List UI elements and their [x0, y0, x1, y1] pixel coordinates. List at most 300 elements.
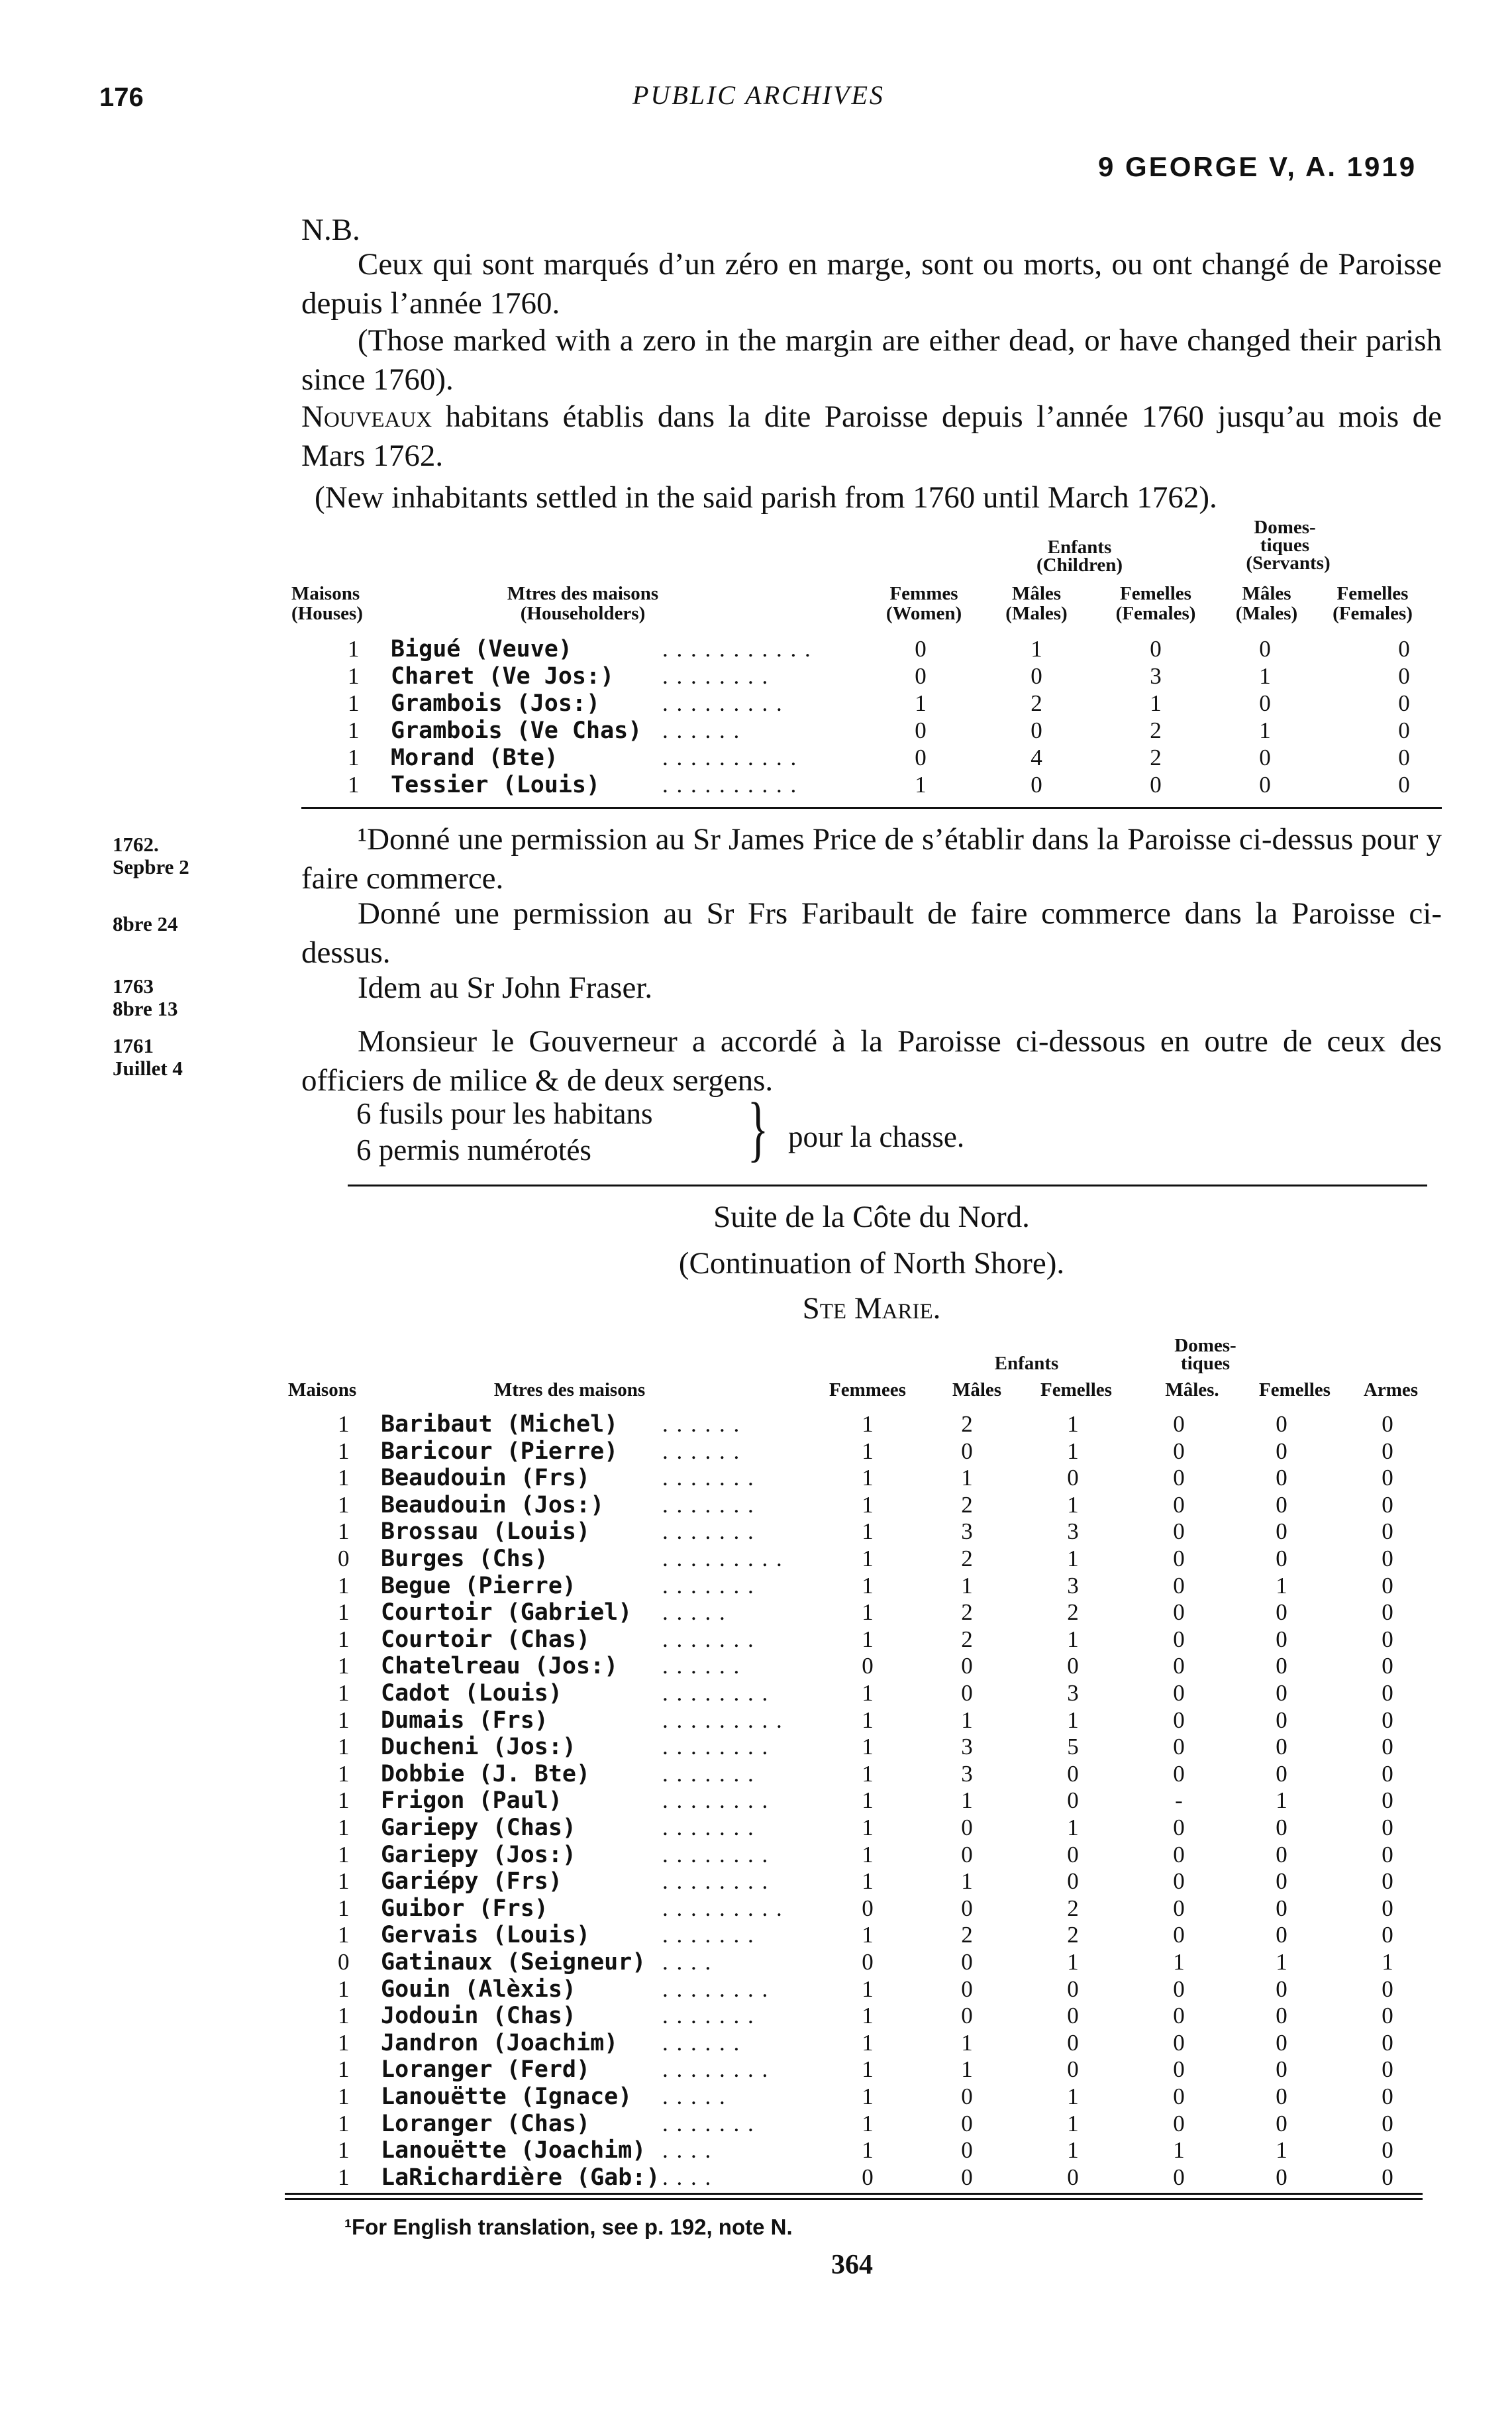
margin-note-1762: [113, 833, 189, 878]
margin-note-8bre24: [113, 913, 177, 935]
t2-householder-name: Gariepy (Jos:): [381, 1842, 577, 1868]
t2-femelles-cell: 3: [1067, 1573, 1079, 1599]
t2-leader-dots: . . . . . .: [662, 1411, 741, 1437]
t2-armes-cell: 0: [1382, 2003, 1393, 2029]
t2-femmes-cell: 1: [862, 1518, 874, 1544]
t2-femelles-cell: 1: [1067, 2137, 1079, 2163]
t2-maison-cell: 1: [338, 2111, 350, 2136]
permis-line: 6 permis numérotés: [356, 1133, 591, 1167]
t2-dom-femelles-cell: 0: [1276, 1492, 1287, 1518]
t2-males-cell: 0: [961, 1438, 973, 1464]
t2-dom-males-cell: 0: [1173, 1707, 1185, 1733]
t2-maison-cell: 1: [338, 1707, 350, 1733]
footnote: ¹For English translation, see p. 192, note N.: [344, 2215, 793, 2239]
t2-femelles-cell: 0: [1067, 1761, 1079, 1787]
t2-armes-cell: 0: [1382, 1626, 1393, 1652]
t2-maison-cell: 1: [338, 1680, 350, 1706]
t2-femmes-cell: 1: [862, 1492, 874, 1518]
t2-maison-cell: 1: [338, 1922, 350, 1948]
t1-dom-males-cell: 0: [1259, 690, 1271, 716]
t1-dom-males-cell: 0: [1259, 772, 1271, 798]
t2-femelles-cell: 1: [1067, 1707, 1079, 1733]
t1-children: (Children): [1036, 554, 1123, 576]
t2-armes-cell: 0: [1382, 2137, 1393, 2163]
t2-armes-cell: 0: [1382, 1546, 1393, 1571]
t2-femmes-cell: 1: [862, 1411, 874, 1437]
brace-symbol: }: [747, 1088, 769, 1169]
t2-dom-femelles-cell: 0: [1276, 1868, 1287, 1894]
chasse-line: pour la chasse.: [788, 1120, 965, 1153]
t2-dom-males-cell: 0: [1173, 1761, 1185, 1787]
t2-householder-name: Ducheni (Jos:): [381, 1734, 577, 1760]
t2-leader-dots: . . . . . . .: [662, 1518, 755, 1544]
t2-femmes-cell: 1: [862, 2030, 874, 2056]
t2-femelles-cell: 0: [1067, 1465, 1079, 1491]
nb-english: (Those marked with a zero in the margin are either dead, or have changed their parish since 1760).: [301, 323, 1442, 397]
t1-domestiques-1: Domes-: [1254, 517, 1316, 538]
t2-femelles-cell: 0: [1067, 2056, 1079, 2082]
t2-householder-name: Lanouëtte (Joachim): [381, 2137, 646, 2164]
t2-males-cell: 1: [961, 2056, 973, 2082]
t2-dom-males-cell: 0: [1173, 1895, 1185, 1921]
t2-dom-males-cell: 1: [1173, 2137, 1185, 2163]
t1-males-cell: 0: [1031, 717, 1042, 743]
t2-armes-cell: 0: [1382, 2083, 1393, 2109]
t1-leader-dots: . . . . . .: [662, 717, 741, 743]
t1-leader-dots: . . . . . . . . . .: [662, 772, 798, 798]
t2-males-cell: 2: [961, 1492, 973, 1518]
t2-femelles-cell: 0: [1067, 1868, 1079, 1894]
t2-armes-cell: 0: [1382, 2164, 1393, 2190]
t2-domestiques-2: tiques: [1180, 1353, 1231, 1374]
t2-femelles-cell: 0: [1067, 2164, 1079, 2190]
t2-armes: Armes: [1363, 1379, 1419, 1400]
t1-males-cell: 0: [1031, 772, 1042, 798]
t2-dom-femelles-cell: 0: [1276, 2056, 1287, 2082]
t2-armes-cell: 0: [1382, 1573, 1393, 1599]
t2-armes-cell: 0: [1382, 1653, 1393, 1679]
t1-femelles-cell: 0: [1150, 636, 1162, 662]
fusils-line: 6 fusils pour les habitans: [356, 1097, 653, 1130]
t2-maison-cell: 1: [338, 1411, 350, 1437]
t1-mtres: Mtres des maisons: [507, 583, 659, 604]
t2-males-cell: 1: [961, 1465, 973, 1491]
t2-dom-males-cell: 0: [1173, 2111, 1185, 2136]
governor-grant: Monsieur le Gouverneur a accordé à la Paroisse ci-dessous en outre de ceux des officiers de milice & de deux sergens.: [301, 1024, 1442, 1098]
t2-leader-dots: . . . . . . . . .: [662, 1895, 783, 1921]
t2-householder-name: Lanouëtte (Ignace): [381, 2083, 632, 2110]
t1-males-cell: 1: [1031, 636, 1042, 662]
t2-femelles-cell: 0: [1067, 1653, 1079, 1679]
t2-femelles-cell: 1: [1067, 1411, 1079, 1437]
table2-rule-2: [285, 2198, 1423, 2200]
t2-males-cell: 1: [961, 2030, 973, 2056]
t2-femmes-cell: 0: [862, 1949, 874, 1975]
t2-males-cell: 3: [961, 1761, 973, 1787]
t2-femelles-cell: 5: [1067, 1734, 1079, 1760]
t1-femmes-cell: 0: [915, 636, 927, 662]
t2-householder-name: Loranger (Ferd): [381, 2056, 591, 2083]
t1-femmes-cell: 0: [915, 745, 927, 770]
t2-armes-cell: 0: [1382, 1518, 1393, 1544]
t2-maison-cell: 1: [338, 2003, 350, 2029]
margin-note-line: 1761: [113, 1034, 154, 1057]
t2-femelles-cell: 1: [1067, 2111, 1079, 2136]
t2-dom-males-cell: 0: [1173, 1842, 1185, 1868]
t2-males-cell: 1: [961, 1868, 973, 1894]
t1-dom-femelles-cell: 0: [1398, 772, 1410, 798]
t2-dom-femelles-cell: 0: [1276, 1761, 1287, 1787]
t2-dom-femelles-cell: 0: [1276, 1842, 1287, 1868]
t1-maison-cell: 1: [348, 663, 360, 689]
margin-note-line: 1763: [113, 975, 154, 998]
t2-armes-cell: 0: [1382, 1411, 1393, 1437]
t2-femmes: Femmees: [829, 1379, 906, 1400]
t2-males-cell: 0: [961, 2003, 973, 2029]
t1-dom-males: Mâles: [1242, 583, 1291, 604]
t2-femmes-cell: 1: [862, 2003, 874, 2029]
t2-dom-femelles: Femelles: [1259, 1379, 1331, 1400]
t2-dom-femelles-cell: 0: [1276, 1815, 1287, 1840]
t2-maison-cell: 1: [338, 2083, 350, 2109]
t1-leader-dots: . . . . . . . . .: [662, 690, 783, 716]
t2-armes-cell: 0: [1382, 1680, 1393, 1706]
t2-householder-name: Baricour (Pierre): [381, 1438, 619, 1465]
t2-maison-cell: 1: [338, 1787, 350, 1813]
margin-note-line: 8bre 13: [113, 997, 178, 1020]
margin-note-line: Sepbre 2: [113, 855, 189, 878]
t2-dom-femelles-cell: 1: [1276, 1949, 1287, 1975]
t2-householder-name: Baribaut (Michel): [381, 1411, 619, 1438]
t2-leader-dots: . . . . . .: [662, 1653, 741, 1679]
t1-maison-cell: 1: [348, 636, 360, 662]
t2-maison-cell: 1: [338, 2164, 350, 2190]
t1-males-cell: 2: [1031, 690, 1042, 716]
t2-femmes-cell: 1: [862, 1465, 874, 1491]
t2-householder-name: Loranger (Chas): [381, 2111, 591, 2137]
t2-armes-cell: 0: [1382, 1895, 1393, 1921]
t2-femmes-cell: 1: [862, 2056, 874, 2082]
t2-dom-males-cell: 0: [1173, 1868, 1185, 1894]
t2-dom-femelles-cell: 1: [1276, 1787, 1287, 1813]
t2-maison-cell: 1: [338, 1815, 350, 1840]
t2-femelles-cell: 1: [1067, 2083, 1079, 2109]
t1-leader-dots: . . . . . . . . . . .: [662, 636, 812, 662]
t2-femmes-cell: 1: [862, 1868, 874, 1894]
t2-femelles-cell: 1: [1067, 1546, 1079, 1571]
t2-males-cell: 0: [961, 2083, 973, 2109]
folio-number: 364: [831, 2250, 873, 2280]
t1-householder-name: Morand (Bte): [391, 745, 558, 771]
section-title-english: (Continuation of North Shore).: [678, 1246, 1065, 1281]
t2-armes-cell: 0: [1382, 1465, 1393, 1491]
t2-males-cell: 0: [961, 2164, 973, 2190]
t2-leader-dots: . . . . . . . .: [662, 1680, 770, 1706]
t2-males-cell: 0: [961, 1949, 973, 1975]
t2-dom-males-cell: -: [1175, 1787, 1183, 1813]
t2-leader-dots: . . . . . . . .: [662, 1868, 770, 1894]
t2-femelles-cell: 3: [1067, 1518, 1079, 1544]
t2-males-cell: 0: [961, 2137, 973, 2163]
t1-femelles-cell: 0: [1150, 772, 1162, 798]
t1-domestiques-2: tiques: [1260, 535, 1310, 556]
t1-females-en: (Females): [1115, 603, 1196, 624]
parish-name: Ste Marie.: [802, 1291, 941, 1326]
t2-males-cell: 2: [961, 1411, 973, 1437]
t2-femelles-cell: 1: [1067, 1438, 1079, 1464]
t2-dom-males-cell: 0: [1173, 1465, 1185, 1491]
t2-femmes-cell: 0: [862, 1653, 874, 1679]
t2-femmes-cell: 1: [862, 1680, 874, 1706]
t2-householder-name: Cadot (Louis): [381, 1680, 562, 1707]
t2-householder-name: LaRichardière (Gab:): [381, 2164, 660, 2191]
t2-householder-name: Courtoir (Gabriel): [381, 1599, 632, 1626]
t2-leader-dots: . . . . . . .: [662, 1815, 755, 1840]
t2-males-cell: 1: [961, 1573, 973, 1599]
t2-armes-cell: 0: [1382, 1815, 1393, 1840]
t2-femelles-cell: 1: [1067, 1949, 1079, 1975]
nb-french: Ceux qui sont marqués d’un zéro en marge, sont ou morts, ou ont changé de Paroisse depuis l’année 1760.: [301, 247, 1442, 321]
t1-householder-name: Grambois (Jos:): [391, 690, 601, 717]
t1-dom-femelles-cell: 0: [1398, 717, 1410, 743]
t1-femmes-cell: 1: [915, 690, 927, 716]
t2-dom-femelles-cell: 0: [1276, 1895, 1287, 1921]
t2-householder-name: Gariépy (Frs): [381, 1868, 562, 1895]
t2-leader-dots: . . . . . .: [662, 1438, 741, 1464]
t2-armes-cell: 0: [1382, 1976, 1393, 2002]
t2-leader-dots: . . . .: [662, 1949, 713, 1975]
t1-leader-dots: . . . . . . . . . .: [662, 745, 798, 770]
t2-males-cell: 0: [961, 1680, 973, 1706]
t2-femmes-cell: 1: [862, 1573, 874, 1599]
t1-dom-females-en: (Females): [1333, 603, 1413, 624]
t2-maison-cell: 1: [338, 1653, 350, 1679]
t2-dom-males-cell: 0: [1173, 1680, 1185, 1706]
t1-femelles-cell: 3: [1150, 663, 1162, 689]
t2-maison-cell: 1: [338, 1492, 350, 1518]
t1-femelles-cell: 2: [1150, 745, 1162, 770]
t2-householder-name: Brossau (Louis): [381, 1518, 591, 1545]
t2-femmes-cell: 1: [862, 1546, 874, 1571]
margin-note-line: 8bre 24: [113, 912, 178, 935]
t2-dom-males-cell: 0: [1173, 1492, 1185, 1518]
t2-femmes-cell: 1: [862, 1815, 874, 1840]
page-number: 176: [99, 83, 144, 112]
t2-dom-femelles-cell: 0: [1276, 1599, 1287, 1625]
t2-householder-name: Jandron (Joachim): [381, 2030, 619, 2056]
t2-leader-dots: . . . . . . . .: [662, 1734, 770, 1760]
t2-maison-cell: 1: [338, 1842, 350, 1868]
t1-dom-males-cell: 1: [1259, 717, 1271, 743]
t2-males-cell: 1: [961, 1707, 973, 1733]
t2-males-cell: 3: [961, 1518, 973, 1544]
t1-dom-femelles: Femelles: [1336, 583, 1409, 604]
t2-dom-males-cell: 0: [1173, 1626, 1185, 1652]
t1-femelles-cell: 2: [1150, 717, 1162, 743]
t1-dom-males-cell: 0: [1259, 636, 1271, 662]
t2-armes-cell: 0: [1382, 2030, 1393, 2056]
t2-leader-dots: . . . . . . .: [662, 1761, 755, 1787]
t2-dom-femelles-cell: 1: [1276, 2137, 1287, 2163]
t2-householder-name: Courtoir (Chas): [381, 1626, 591, 1653]
t2-femmes-cell: 1: [862, 1842, 874, 1868]
t2-armes-cell: 1: [1382, 1949, 1393, 1975]
t2-dom-femelles-cell: 0: [1276, 1465, 1287, 1491]
t2-dom-males-cell: 0: [1173, 1922, 1185, 1948]
t2-dom-males-cell: 0: [1173, 1573, 1185, 1599]
table1-rule: [301, 807, 1442, 809]
t2-householder-name: Jodouin (Chas): [381, 2003, 577, 2029]
t1-servants: (Servants): [1246, 553, 1331, 574]
t2-armes-cell: 0: [1382, 1734, 1393, 1760]
t2-mtres: Mtres des maisons: [493, 1379, 646, 1400]
margin-note-1763: [113, 975, 177, 1020]
new-inhabitants-english: (New inhabitants settled in the said parish from 1760 until March 1762).: [315, 480, 1217, 515]
t2-leader-dots: . . . . . .: [662, 2030, 741, 2056]
t2-femmes-cell: 0: [862, 1895, 874, 1921]
permission-price: ¹Donné une permission au Sr James Price de s’établir dans la Paroisse ci-dessus pour y faire commerce.: [301, 822, 1442, 896]
t1-femmes-cell: 0: [915, 717, 927, 743]
t2-dom-femelles-cell: 0: [1276, 2164, 1287, 2190]
t2-dom-femelles-cell: 0: [1276, 1734, 1287, 1760]
t2-dom-males-cell: 0: [1173, 1653, 1185, 1679]
t2-dom-femelles-cell: 0: [1276, 1653, 1287, 1679]
t2-femelles-cell: 2: [1067, 1895, 1079, 1921]
t2-leader-dots: . . . . .: [662, 2083, 727, 2109]
t1-houses: (Houses): [291, 603, 363, 624]
t2-males-cell: 2: [961, 1546, 973, 1571]
t2-maison-cell: 1: [338, 1599, 350, 1625]
t2-householder-name: Burges (Chs): [381, 1546, 548, 1572]
t2-dom-males-cell: 1: [1173, 1949, 1185, 1975]
t2-maison-cell: 1: [338, 1976, 350, 2002]
t2-dom-males-cell: 0: [1173, 1518, 1185, 1544]
t2-femmes-cell: 1: [862, 1922, 874, 1948]
t2-maison-cell: 1: [338, 1868, 350, 1894]
t2-householder-name: Gouin (Alèxis): [381, 1976, 577, 2003]
t1-maison-cell: 1: [348, 745, 360, 770]
nouveaux-text: habitans établis dans la dite Paroisse depuis l’année 1760 jusqu’au mois de Mars 1762.: [301, 399, 1442, 473]
t2-femmes-cell: 1: [862, 1599, 874, 1625]
t2-armes-cell: 0: [1382, 1761, 1393, 1787]
t2-males-cell: 0: [961, 1653, 973, 1679]
t2-dom-femelles-cell: 0: [1276, 1411, 1287, 1437]
t1-males: Mâles: [1011, 583, 1062, 604]
t2-males: Mâles: [952, 1379, 1002, 1400]
t2-dom-femelles-cell: 0: [1276, 1438, 1287, 1464]
t2-armes-cell: 0: [1382, 2111, 1393, 2136]
t2-maison-cell: 1: [338, 1573, 350, 1599]
t1-leader-dots: . . . . . . . .: [662, 663, 770, 689]
t2-dom-males-cell: 0: [1173, 1599, 1185, 1625]
t2-leader-dots: . . . . . . . . .: [662, 1546, 783, 1571]
t1-householder-name: Tessier (Louis): [391, 772, 601, 798]
t1-dom-males-cell: 0: [1259, 745, 1271, 770]
t2-domestiques-1: Domes-: [1174, 1335, 1236, 1356]
t2-maison-cell: 1: [338, 1734, 350, 1760]
t2-males-cell: 0: [961, 1976, 973, 2002]
t2-males-cell: 0: [961, 1895, 973, 1921]
t2-maison-cell: 1: [338, 1761, 350, 1787]
t2-males-cell: 0: [961, 1842, 973, 1868]
t2-armes-cell: 0: [1382, 1438, 1393, 1464]
t2-femelles-cell: 0: [1067, 1842, 1079, 1868]
nouveaux-heading: [301, 397, 1442, 476]
t1-dom-femelles-cell: 0: [1398, 690, 1410, 716]
t2-maison-cell: 1: [338, 2137, 350, 2163]
t2-leader-dots: . . . .: [662, 2137, 713, 2163]
t2-dom-males-cell: 0: [1173, 2083, 1185, 2109]
t1-householder-name: Bigué (Veuve): [391, 636, 572, 662]
t2-householder-name: Guibor (Frs): [381, 1895, 548, 1922]
t2-femelles: Femelles: [1040, 1379, 1112, 1400]
t1-males-en: (Males): [1005, 603, 1068, 624]
t2-householder-name: Begue (Pierre): [381, 1573, 577, 1599]
t2-dom-males: Mâles.: [1165, 1379, 1219, 1400]
t1-males-cell: 0: [1031, 663, 1042, 689]
t2-armes-cell: 0: [1382, 1868, 1393, 1894]
t2-dom-femelles-cell: 0: [1276, 1518, 1287, 1544]
t2-enfants: Enfants: [994, 1353, 1059, 1374]
t2-femmes-cell: 1: [862, 1976, 874, 2002]
t1-dom-males-en: (Males): [1235, 603, 1298, 624]
t2-householder-name: Dumais (Frs): [381, 1707, 548, 1734]
t1-femmes-cell: 0: [915, 663, 927, 689]
t2-armes-cell: 0: [1382, 1707, 1393, 1733]
t2-dom-femelles-cell: 0: [1276, 2003, 1287, 2029]
permission-fraser: Idem au Sr John Fraser.: [358, 971, 653, 1005]
t2-leader-dots: . . . . . . . .: [662, 1842, 770, 1868]
t1-dom-femelles-cell: 0: [1398, 745, 1410, 770]
t2-armes-cell: 0: [1382, 1492, 1393, 1518]
t2-maison-cell: 1: [338, 1895, 350, 1921]
t2-dom-femelles-cell: 0: [1276, 1626, 1287, 1652]
t2-femmes-cell: 1: [862, 1787, 874, 1813]
t1-dom-femelles-cell: 0: [1398, 636, 1410, 662]
t2-femelles-cell: 2: [1067, 1922, 1079, 1948]
t2-maison-cell: 1: [338, 2030, 350, 2056]
t2-males-cell: 3: [961, 1734, 973, 1760]
t2-dom-femelles-cell: 0: [1276, 1922, 1287, 1948]
t2-femmes-cell: 1: [862, 1438, 874, 1464]
t2-femmes-cell: 1: [862, 1734, 874, 1760]
t2-femelles-cell: 1: [1067, 1815, 1079, 1840]
t2-leader-dots: . . . . . . .: [662, 1573, 755, 1599]
t2-leader-dots: . . . . . . .: [662, 1492, 755, 1518]
t2-householder-name: Frigon (Paul): [381, 1787, 562, 1814]
session-reference: 9 GEORGE V, A. 1919: [1098, 151, 1417, 182]
t1-householders: (Householders): [520, 603, 646, 624]
t2-maison-cell: 0: [338, 1546, 350, 1571]
t2-femelles-cell: 0: [1067, 2030, 1079, 2056]
t1-householder-name: Charet (Ve Jos:): [391, 663, 615, 690]
t2-males-cell: 0: [961, 1815, 973, 1840]
t2-armes-cell: 0: [1382, 1842, 1393, 1868]
t2-maison-cell: 1: [338, 1518, 350, 1544]
t2-leader-dots: . . . . . . .: [662, 1465, 755, 1491]
t1-dom-males-cell: 1: [1259, 663, 1271, 689]
t2-leader-dots: . . . . . . .: [662, 2003, 755, 2029]
nb-label: N.B.: [301, 213, 360, 247]
t1-enfants: Enfants: [1047, 537, 1112, 558]
t2-leader-dots: . . . . . . . .: [662, 1976, 770, 2002]
t1-women: (Women): [885, 603, 962, 624]
t2-femmes-cell: 0: [862, 2164, 874, 2190]
t2-femmes-cell: 1: [862, 2137, 874, 2163]
t2-femmes-cell: 1: [862, 1761, 874, 1787]
t2-dom-femelles-cell: 0: [1276, 2111, 1287, 2136]
t2-householder-name: Chatelreau (Jos:): [381, 1653, 619, 1679]
